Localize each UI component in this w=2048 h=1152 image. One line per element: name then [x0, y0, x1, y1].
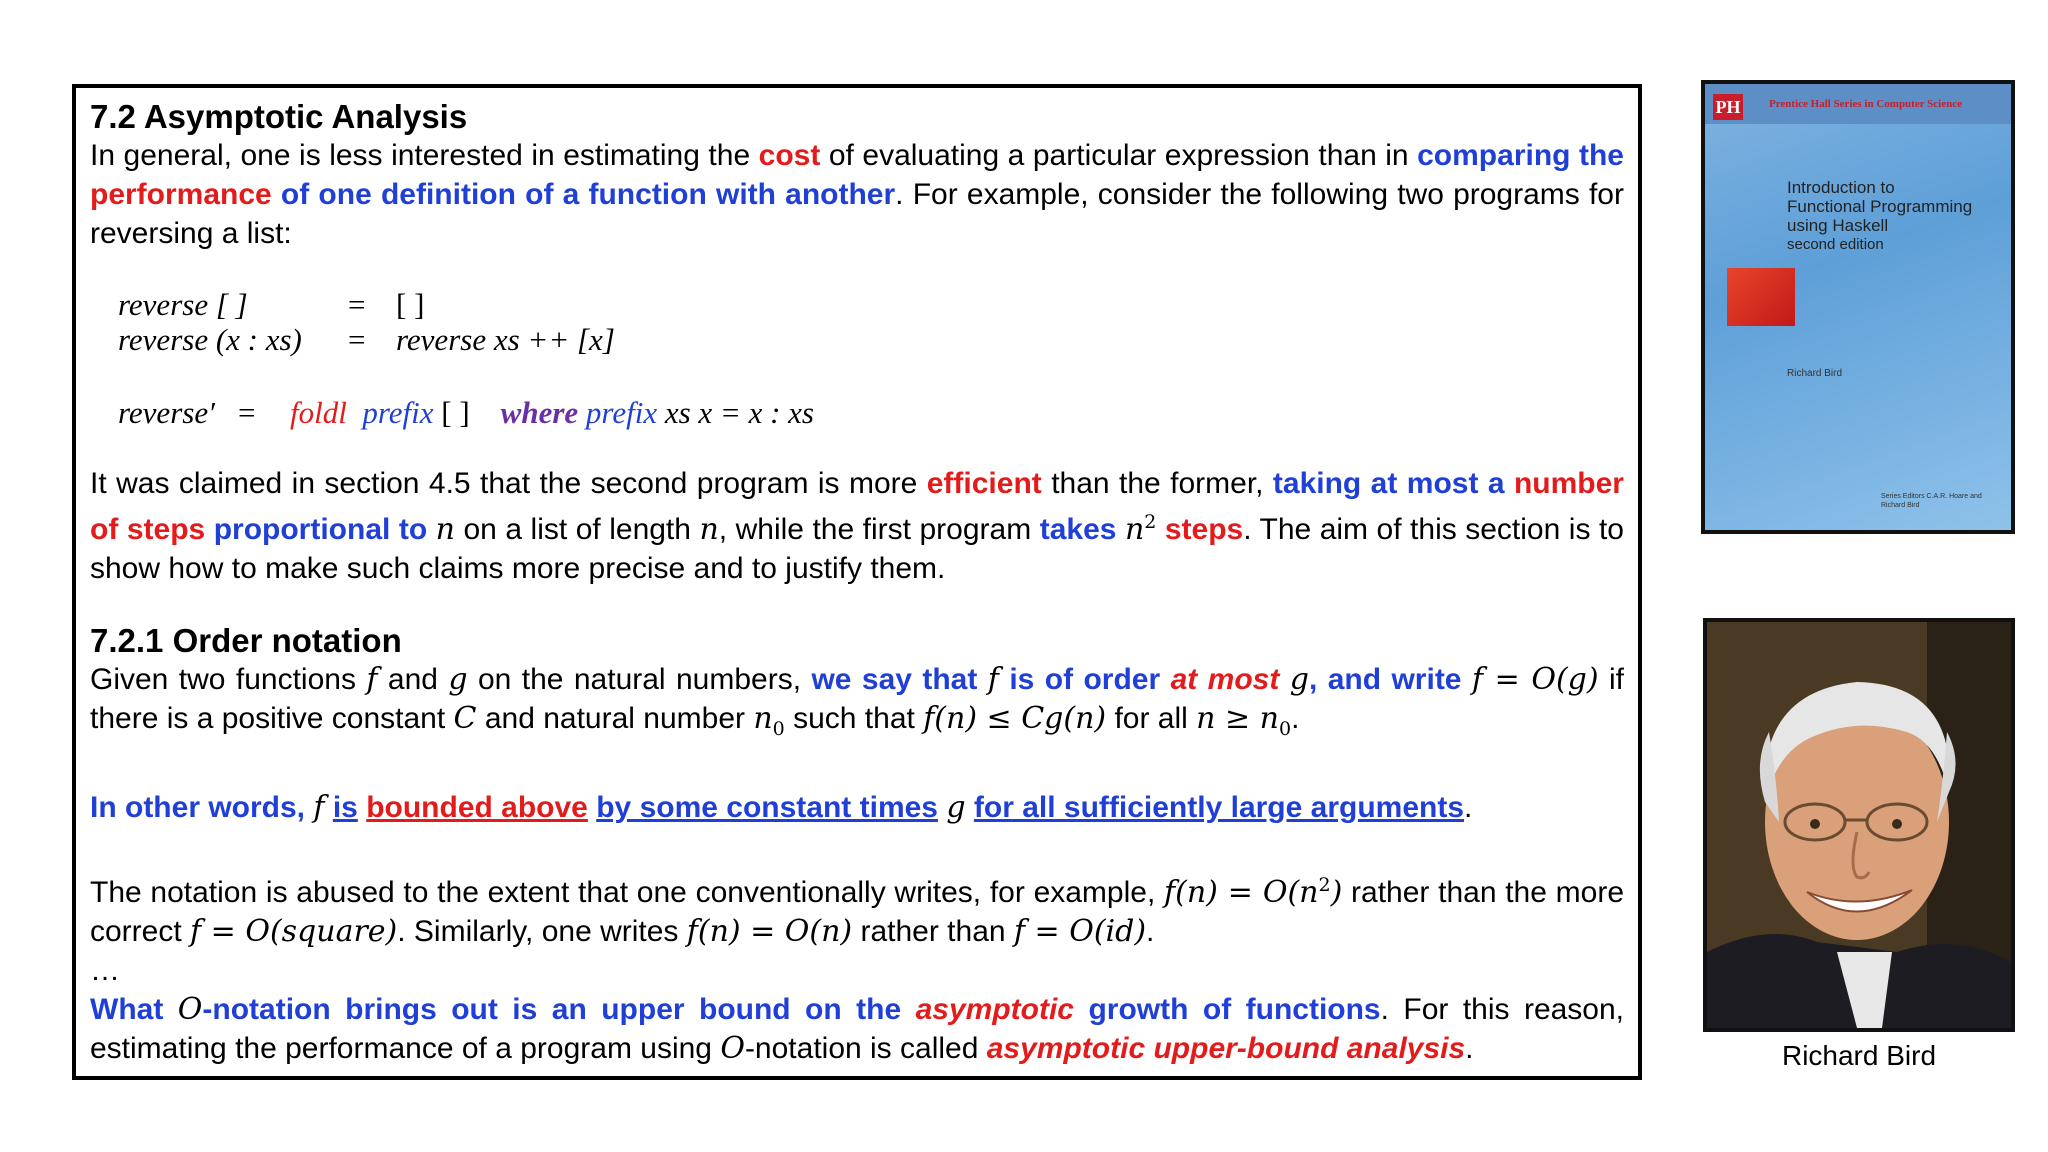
math-g: g [1289, 662, 1309, 697]
notation-paragraph [90, 866, 1624, 951]
math-f: f [366, 662, 378, 697]
code-eq: = [238, 395, 256, 430]
code-line-3 [118, 395, 1624, 430]
text-run: rather than the more correct [90, 876, 1625, 948]
text-run: if there is a positive constant [90, 663, 1625, 735]
text-run: . Similarly, one writes [397, 915, 687, 948]
code-lhs: reverse (x : xs) [118, 322, 302, 357]
code-line-1 [118, 287, 1624, 322]
claim-paragraph [90, 464, 1624, 588]
text-run: -notation is called [744, 1032, 987, 1065]
code-rest: xs x = x : xs [664, 395, 815, 430]
math-sub: 0 [1279, 718, 1292, 740]
portrait-photo [1703, 618, 2015, 1032]
text-run: . [1291, 702, 1300, 735]
highlight-taking: taking at most a [1272, 467, 1505, 500]
text-run: . [1146, 915, 1155, 948]
math-exp: 2 [1144, 511, 1157, 533]
math-o: O [720, 1031, 745, 1066]
text-run: . For this reason, estimating the performance of a program using [90, 993, 1625, 1065]
book-title-line: Introduction to [1787, 178, 1895, 197]
highlight-at-most: at most [1170, 663, 1280, 696]
text-run: on a list of length [455, 513, 700, 546]
text-run: for all [1106, 702, 1197, 735]
text-run: . For example, consider the following two programs for reversing a list: [90, 178, 1624, 250]
conclusion-paragraph [90, 990, 1624, 1068]
highlight-asymptotic-upper-bound: asymptotic upper-bound analysis [986, 1032, 1466, 1065]
highlight-proportional: proportional to [213, 513, 428, 546]
highlight-steps: steps [1164, 513, 1244, 546]
highlight-by-some-constant: by some constant times [596, 791, 938, 824]
text-run: such that [784, 702, 924, 735]
highlight-comparing: comparing the [1417, 139, 1624, 172]
highlight-what: What [90, 993, 164, 1026]
intro-paragraph [90, 136, 1624, 253]
highlight-steps: steps [126, 513, 206, 546]
math-f: f [987, 662, 999, 697]
subsection-title: 7.2.1 Order notation [90, 622, 402, 659]
text-run: on the natural numbers, [467, 663, 812, 696]
math-f: f [313, 790, 325, 825]
math-n: n [435, 512, 455, 547]
ellipsis: … [90, 954, 120, 987]
book-title [1787, 178, 1972, 254]
book-series: Prentice Hall Series in Computer Science [1769, 98, 1962, 110]
highlight-number-of: number of [90, 467, 1624, 546]
book-author: Richard Bird [1787, 368, 1843, 379]
photo-caption: Richard Bird [1781, 1040, 1937, 1071]
highlight-cost: cost [758, 139, 821, 172]
math-g: g [946, 790, 966, 825]
highlight-is-order: is of order [1009, 663, 1161, 696]
text-run: Given two functions [90, 663, 367, 696]
math-expr: f(n) = O(n [1164, 875, 1319, 910]
book-red-square [1727, 268, 1795, 326]
math-n-geq: n ≥ n [1196, 701, 1280, 736]
portrait-illustration [1707, 622, 2011, 1028]
text-run: It was claimed in section 4.5 that the second program is more [90, 467, 927, 500]
code-eq: = [348, 322, 366, 357]
highlight-definition: of one definition of a function with another [271, 178, 896, 211]
math-inequality: f(n) ≤ Cg(n) [923, 701, 1107, 736]
code-foldl: foldl [290, 395, 347, 430]
math-n0: n [753, 701, 773, 736]
code-prefix: prefix [585, 395, 658, 430]
code-lhs: reverse [ ] [118, 287, 248, 322]
book-cover-image [1701, 80, 2015, 534]
code-line-2 [118, 322, 1624, 357]
highlight-and-write: , and write [1308, 663, 1462, 696]
math-c: C [453, 701, 477, 736]
highlight-takes: takes [1039, 513, 1117, 546]
definition-paragraph [90, 660, 1624, 749]
math-expr: ) [1330, 875, 1343, 910]
math-f-eq-og: f = O(g) [1471, 662, 1599, 697]
highlight-asymptotic: asymptotic [915, 993, 1074, 1026]
text-run: . [1464, 791, 1473, 824]
highlight-notation: -notation brings out is an upper bound on the [202, 993, 902, 1026]
in-other-words-paragraph [90, 788, 1624, 827]
section-title: 7.2 Asymptotic Analysis [90, 98, 468, 135]
highlight-in-other-words: In other words, [90, 791, 306, 824]
text-run: than the former, [1041, 467, 1273, 500]
book-title-line: Functional Programming [1787, 197, 1973, 216]
math-exp: 2 [1318, 874, 1331, 896]
book-title-line: second edition [1787, 236, 1884, 253]
math-sub: 0 [772, 718, 785, 740]
text-run: of evaluating a particular expression than in [820, 139, 1418, 172]
highlight-performance: performance [90, 178, 272, 211]
highlight-efficient: efficient [926, 467, 1042, 500]
text-run: The notation is abused to the extent that one conventionally writes, for example, [90, 876, 1165, 909]
code-rhs: [ ] [396, 287, 425, 322]
text-run: and [377, 663, 449, 696]
publisher-logo: PH [1713, 94, 1743, 120]
code-eq: = [348, 287, 366, 322]
code-lhs: reverse′ [118, 395, 215, 430]
code-rhs: reverse xs ++ [x] [396, 322, 615, 357]
math-n: n [699, 512, 719, 547]
highlight-is: is [332, 791, 358, 824]
code-nil: [ ] [441, 395, 470, 430]
highlight-growth: growth of functions [1088, 993, 1381, 1026]
highlight-bounded-above: bounded above [366, 791, 588, 824]
text-run: In general, one is less interested in estimating the [90, 139, 759, 172]
text-run: . The aim of this section is to show how to make such claims more precise and to justify them. [90, 513, 1624, 585]
math-expr: f = O(square) [190, 914, 398, 949]
book-editors: Series Editors C.A.R. Hoare and Richard Bird [1881, 493, 1982, 509]
text-run: and natural number [476, 702, 754, 735]
math-o: O [177, 992, 203, 1027]
text-run: rather than [852, 915, 1014, 948]
text-run: , while the first program [718, 513, 1040, 546]
math-n: n [1124, 512, 1145, 547]
math-g: g [448, 662, 468, 697]
code-where: where [500, 395, 579, 430]
book-title-line: using Haskell [1787, 216, 1889, 235]
math-expr: f = O(id) [1013, 914, 1147, 949]
math-expr: f(n) = O(n) [686, 914, 853, 949]
content-box [72, 84, 1642, 1080]
code-block [118, 287, 1624, 430]
highlight-for-all: for all sufficiently large arguments [973, 791, 1465, 824]
text-run: . [1465, 1032, 1474, 1065]
highlight-we-say: we say that [811, 663, 978, 696]
code-prefix: prefix [362, 395, 434, 430]
